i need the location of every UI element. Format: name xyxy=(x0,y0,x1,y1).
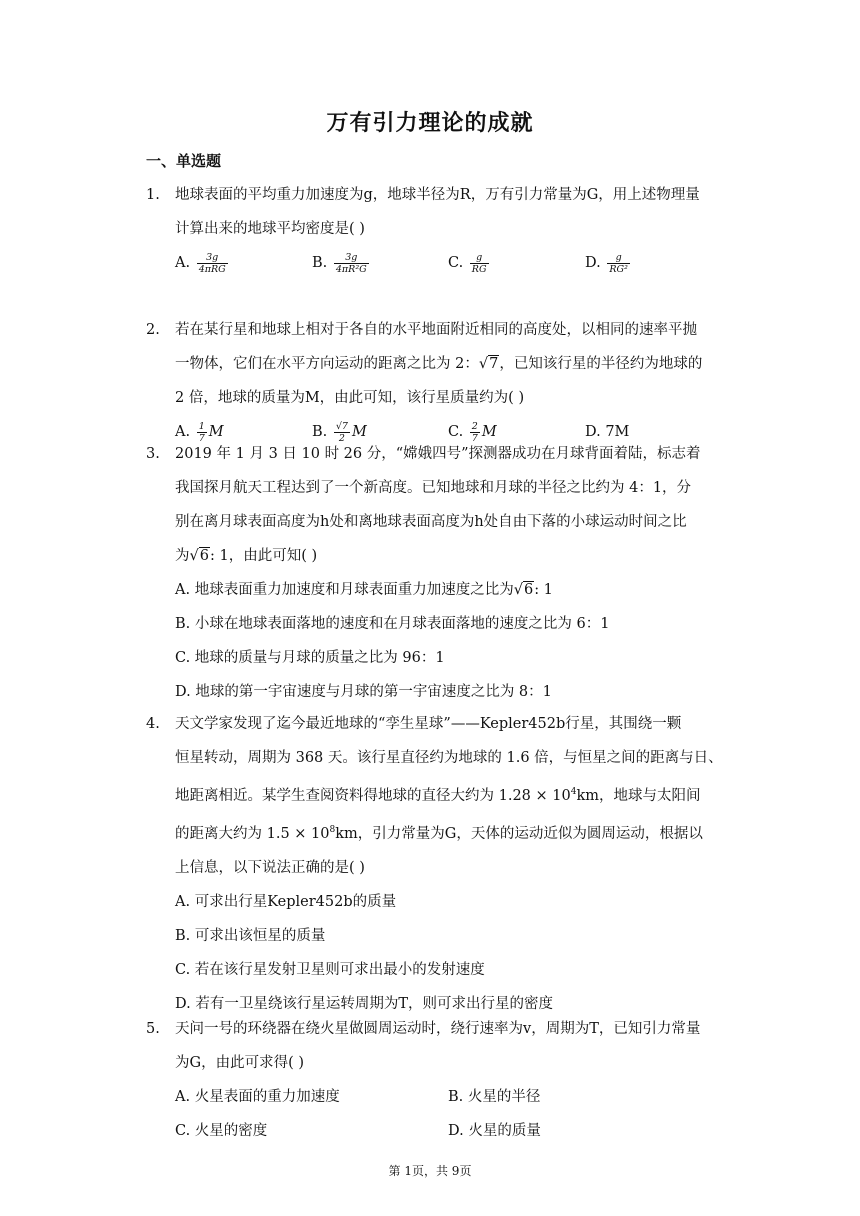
fraction: $\frac{1}{7}$ xyxy=(198,420,205,444)
fraction: $\frac{g}{RG}$ xyxy=(471,251,487,275)
question-text-line: 地球表面的平均重力加速度为g，地球半径为R，万有引力常量为G，用上述物理量 xyxy=(175,187,700,203)
page-footer: 第 1页，共 9页 xyxy=(388,1164,472,1178)
question-number: 4. xyxy=(146,716,160,732)
fraction: $\frac{g}{\text{RG²}}$ xyxy=(609,251,628,275)
question-text-line: 恒星转动，周期为 368 天。该行星直径约为地球的 1.6 倍，与恒星之间的距离与日、 xyxy=(175,750,723,766)
question-text-line: 为√6: 1，由此可知( ) xyxy=(175,548,318,564)
option-c[interactable]: C. $\frac{g}{RG}$ xyxy=(448,251,487,275)
question-number: 2. xyxy=(146,322,160,338)
section-heading: 一、单选题 xyxy=(146,152,222,170)
question-text-line: 若在某行星和地球上相对于各自的水平地面附近相同的高度处，以相同的速率平抛 xyxy=(175,322,697,338)
fraction: $\frac{√7}{2}$ xyxy=(335,420,348,444)
option-b[interactable]: B. $\frac{3g}{\text{4πR²G}}$ xyxy=(312,251,367,275)
option-a[interactable]: A. 可求出行星Kepler452b的质量 xyxy=(175,893,397,910)
option-c[interactable]: C. 地球的质量与月球的质量之比为 96：1 xyxy=(175,650,445,666)
options-row xyxy=(175,1114,726,1148)
question-text-line: 别在离月球表面高度为h处和离地球表面高度为h处自由下落的小球运动时间之比 xyxy=(175,514,687,530)
question-4 xyxy=(146,707,726,1021)
option-c[interactable]: C. $\frac{2}{7}$ M xyxy=(448,420,497,444)
question-text-line: 的距离大约为 $1.5 \times 10^8km$，引力常量为G，天体的运动近似为圆周运动，根据以 xyxy=(175,824,703,842)
question-number: 5. xyxy=(146,1021,160,1037)
sqrt: √6 xyxy=(513,582,534,598)
question-5 xyxy=(146,1012,726,1148)
fraction: $\frac{2}{7}$ xyxy=(471,420,478,444)
option-a[interactable]: A. $\frac{3g}{\text{4πRG}}$ xyxy=(175,251,226,275)
question-text-line: 为G，由此可求得( ) xyxy=(175,1055,305,1071)
option-a[interactable]: A. 火星表面的重力加速度 xyxy=(175,1089,340,1105)
option-d[interactable]: D. $\frac{g}{\text{RG²}}$ xyxy=(585,251,628,275)
option-c[interactable]: C. 火星的密度 xyxy=(175,1123,268,1139)
option-c[interactable]: C. 若在该行星发射卫星则可求出最小的发射速度 xyxy=(175,961,485,978)
sqrt: √6 xyxy=(189,548,209,564)
question-1 xyxy=(146,178,726,280)
fraction: $\frac{3g}{\text{4πRG}}$ xyxy=(198,251,226,275)
question-3 xyxy=(146,437,726,709)
option-a[interactable]: A. $\frac{1}{7}$ M xyxy=(175,420,224,444)
question-text-line: 计算出来的地球平均密度是( ) xyxy=(175,221,365,237)
option-b[interactable]: B. 可求出该恒星的质量 xyxy=(175,927,326,944)
sqrt: √7 xyxy=(478,356,499,372)
options-row xyxy=(175,1080,726,1114)
question-text-line: 我国探月航天工程达到了一个新高度。已知地球和月球的半径之比约为 4：1，分 xyxy=(175,480,692,496)
option-d[interactable]: D. 7M xyxy=(585,424,630,440)
question-2 xyxy=(146,313,726,449)
options-row xyxy=(175,246,726,280)
option-a[interactable]: A. 地球表面重力加速度和月球表面重力加速度之比为√6: 1 xyxy=(175,582,553,598)
question-text-line: 2 倍，地球的质量为M，由此可知，该行星质量约为( ) xyxy=(175,390,525,406)
option-b[interactable]: B. 火星的半径 xyxy=(448,1089,541,1105)
option-d[interactable]: D. 地球的第一宇宙速度与月球的第一宇宙速度之比为 8：1 xyxy=(175,684,552,700)
page-title: 万有引力理论的成就 xyxy=(326,110,534,136)
fraction: $\frac{3g}{\text{4πR²G}}$ xyxy=(335,251,367,275)
question-text-line: 2019 年 1 月 3 日 10 时 26 分，“嫦娥四号”探测器成功在月球背面着陆，标志着 xyxy=(175,446,701,462)
question-text-line: 天文学家发现了迄今最近地球的“孪生星球”——Kepler452b行星，其围绕一颗 xyxy=(175,716,682,732)
question-text-line: 天问一号的环绕器在绕火星做圆周运动时，绕行速率为v，周期为T，已知引力常量 xyxy=(175,1021,701,1037)
option-d[interactable]: D. 若有一卫星绕该行星运转周期为T，则可求出行星的密度 xyxy=(175,995,553,1012)
option-d[interactable]: D. 火星的质量 xyxy=(448,1123,541,1139)
option-b[interactable]: B. 小球在地球表面落地的速度和在月球表面落地的速度之比为 6：1 xyxy=(175,616,610,632)
question-text-line: 一物体，它们在水平方向运动的距离之比为 2：√7，已知该行星的半径约为地球的 xyxy=(175,356,703,372)
question-text-line: 上信息，以下说法正确的是( ) xyxy=(175,859,365,876)
question-number: 1. xyxy=(146,187,160,203)
option-b[interactable]: B. $\frac{√7}{2}$ M xyxy=(312,420,367,444)
question-number: 3. xyxy=(146,446,160,462)
question-text-line: 地距离相近。某学生查阅资料得地球的直径大约为 $1.28 \times 10^4km$，地球与太阳间 xyxy=(175,787,701,804)
